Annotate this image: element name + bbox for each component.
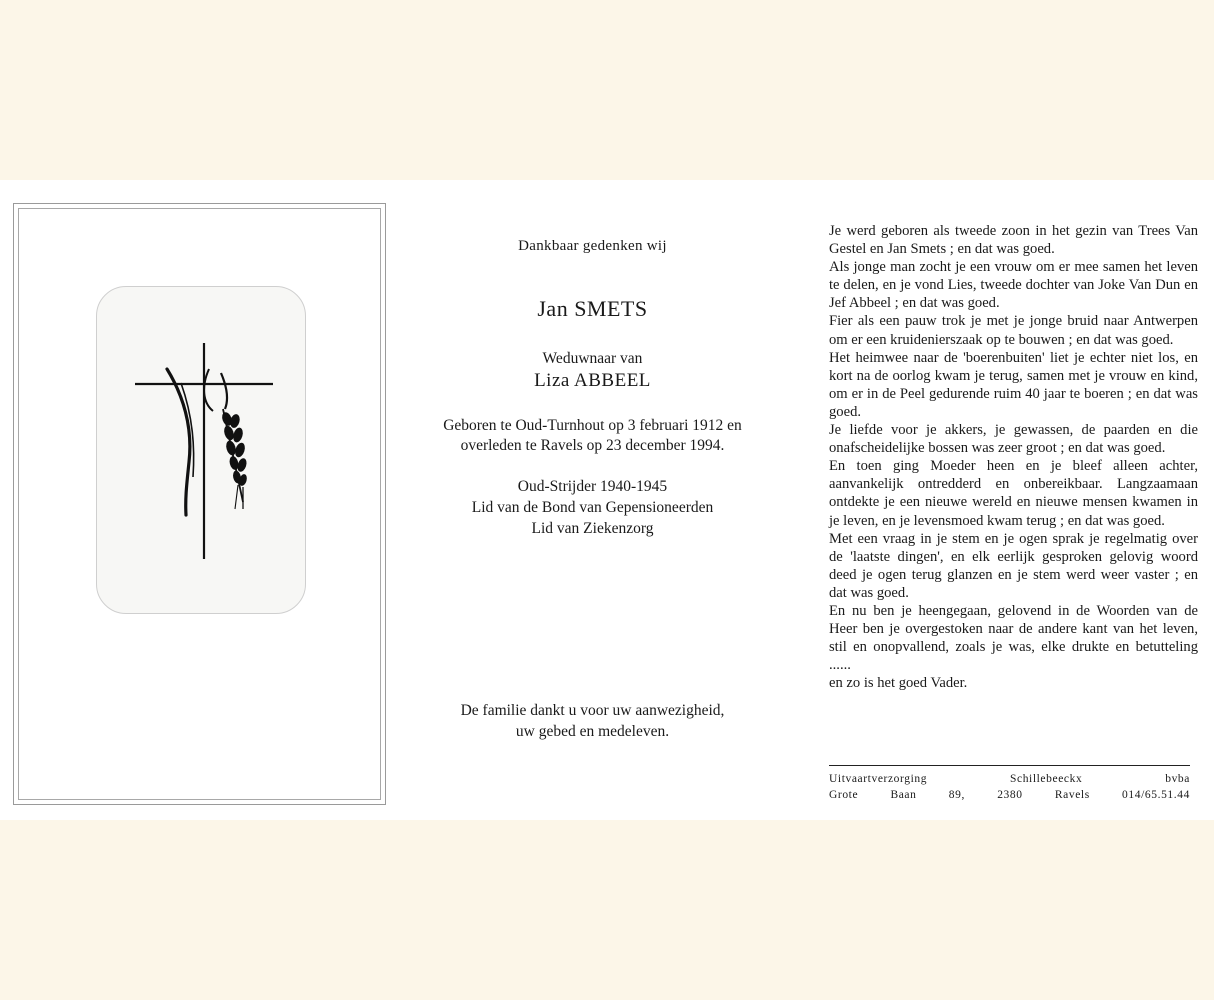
- membership-item: Lid van Ziekenzorg: [531, 520, 654, 537]
- story-paragraph: En toen ging Moeder heen en je bleef alleen achter, aanvankelijk ontredderd en onbereikbaar. Langzaamaan ontdekte je een nieuwe wereld en nieuwe mensen kwamen in je leven, en je levensmoed kwam terug ; en dat was goed.: [829, 458, 1198, 529]
- life-story: [829, 222, 1198, 692]
- undertaker-company: Schillebeeckx: [1010, 773, 1083, 785]
- widower-label: Weduwnaar van: [542, 350, 643, 367]
- address-city: Ravels: [1054, 789, 1090, 801]
- undertaker-address-row: [829, 787, 1190, 803]
- spouse-name: Liza ABBEEL: [534, 370, 651, 391]
- address-street: Baan: [890, 789, 917, 801]
- undertaker-phone: 014/65.51.44: [1122, 789, 1190, 801]
- family-thanks: [410, 700, 775, 742]
- thanks-line: De familie dankt u voor uw aanwezigheid,: [460, 702, 725, 719]
- undertaker-info: [829, 765, 1190, 803]
- intro-line: Dankbaar gedenken wij: [518, 238, 667, 254]
- story-closing: en zo is het goed Vader.: [829, 675, 968, 692]
- address-number: 89,: [948, 789, 965, 801]
- birth-death-info: [410, 416, 775, 456]
- deceased-name: Jan SMETS: [537, 296, 648, 321]
- memberships: [410, 476, 775, 539]
- undertaker-name-row: [829, 771, 1190, 787]
- emblem-card: [96, 286, 306, 614]
- story-paragraph: Je liefde voor je akkers, je gewassen, de paarden en die onafscheidelijke bossen was zeer groot ; en dat was goed.: [829, 422, 1198, 457]
- address-street: Grote: [829, 789, 859, 801]
- undertaker-legal-form: bvba: [1165, 773, 1190, 785]
- memorial-card: [0, 180, 1214, 820]
- story-paragraph: Als jonge man zocht je een vrouw om er mee samen het leven te delen, en je vond Lies, tweede dochter van Joke Van Dun en Jef Abbeel ; en dat was goed.: [829, 259, 1198, 312]
- story-paragraph: Fier als een pauw trok je met je jonge bruid naar Antwerpen om er een kruidenierszaak op te bouwen ; en dat was goed.: [829, 313, 1198, 348]
- membership-item: Lid van de Bond van Gepensioneerden: [471, 499, 714, 516]
- address-postcode: 2380: [997, 789, 1023, 801]
- birth-line: Geboren te Oud-Turnhout op 3 februari 1912 en: [443, 417, 742, 434]
- cross-wheat-icon: [97, 287, 307, 615]
- thanks-line: uw gebed en medeleven.: [515, 723, 670, 740]
- story-paragraph: En nu ben je heengegaan, gelovend in de Woorden van de Heer ben je overgestoken naar de andere kant van het leven, stil en onopvallend, zoals je was, elke drukte en betutteling ......: [829, 602, 1198, 674]
- story-paragraph: Het heimwee naar de 'boerenbuiten' liet je echter niet los, en kort na de oorlog kwam je terug, samen met je vrouw en kind, om er in de Peel gedurende ruim 40 jaar te boeren ; en dat was goed.: [829, 349, 1198, 420]
- membership-item: Oud-Strijder 1940-1945: [517, 478, 668, 495]
- story-paragraph: Met een vraag in je stem en je ogen sprak je regelmatig over de 'laatste dingen', en elk eerlijk gesproken gelovig woord deed je ogen terug glanzen en je stem werd weer vaster ; en dat was goed.: [829, 530, 1198, 601]
- story-paragraph: Je werd geboren als tweede zoon in het gezin van Trees Van Gestel en Jan Smets ; en dat was goed.: [829, 223, 1198, 258]
- undertaker-label: Uitvaartverzorging: [829, 773, 928, 785]
- death-line: overleden te Ravels op 23 december 1994.: [460, 437, 725, 454]
